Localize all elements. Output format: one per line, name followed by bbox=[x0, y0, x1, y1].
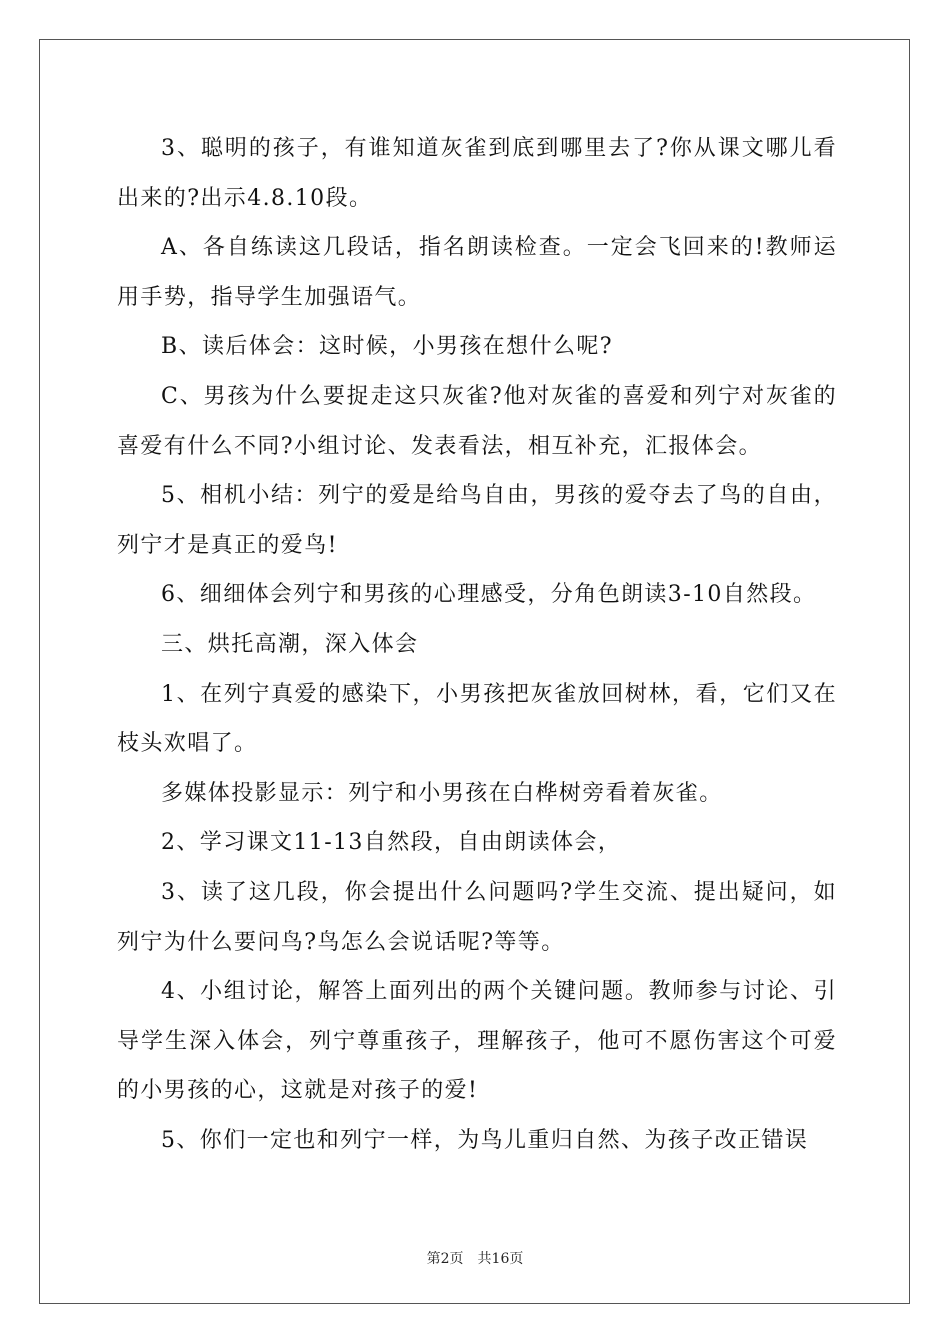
paragraph: 3、读了这几段，你会提出什么问题吗?学生交流、提出疑问，如列宁为什么要问鸟?鸟怎么会说话呢?等等。 bbox=[117, 879, 837, 955]
paragraph: B、读后体会：这时候，小男孩在想什么呢? bbox=[161, 334, 613, 360]
paragraph: 5、你们一定也和列宁一样，为鸟儿重归自然、为孩子改正错误 bbox=[161, 1127, 809, 1153]
paragraph: A、各自练读这几段话，指名朗读检查。一定会飞回来的!教师运用手势，指导学生加强语气。 bbox=[117, 235, 837, 310]
paragraph: 5、相机小结：列宁的爱是给鸟自由，男孩的爱夺去了鸟的自由，列宁才是真正的爱鸟! bbox=[117, 483, 837, 558]
paragraph: C、男孩为什么要捉走这只灰雀?他对灰雀的喜爱和列宁对灰雀的喜爱有什么不同?小组讨论、发表看法，相互补充，汇报体会。 bbox=[117, 383, 837, 459]
paragraph: 3、聪明的孩子，有谁知道灰雀到底到哪里去了?你从课文哪儿看出来的?出示4.8.10段。 bbox=[117, 136, 837, 211]
paragraph: 6、细细体会列宁和男孩的心理感受，分角色朗读3-10自然段。 bbox=[161, 582, 817, 608]
paragraph: 多媒体投影显示：列宁和小男孩在白桦树旁看着灰雀。 bbox=[161, 780, 723, 806]
paragraph: 1、在列宁真爱的感染下，小男孩把灰雀放回树林，看，它们又在枝头欢唱了。 bbox=[117, 681, 837, 757]
paragraph: 2、学习课文11-13自然段，自由朗读体会， bbox=[161, 830, 622, 856]
paragraph: 4、小组讨论，解答上面列出的两个关键问题。教师参与讨论、引导学生深入体会，列宁尊重孩子，理解孩子，他可不愿伤害这个可爱的小男孩的心，这就是对孩子的爱! bbox=[117, 979, 837, 1104]
document-body bbox=[117, 124, 837, 1165]
section-heading: 三、烘托高潮，深入体会 bbox=[161, 631, 419, 657]
page-number-footer: 第2页 共16页 bbox=[426, 1251, 524, 1267]
